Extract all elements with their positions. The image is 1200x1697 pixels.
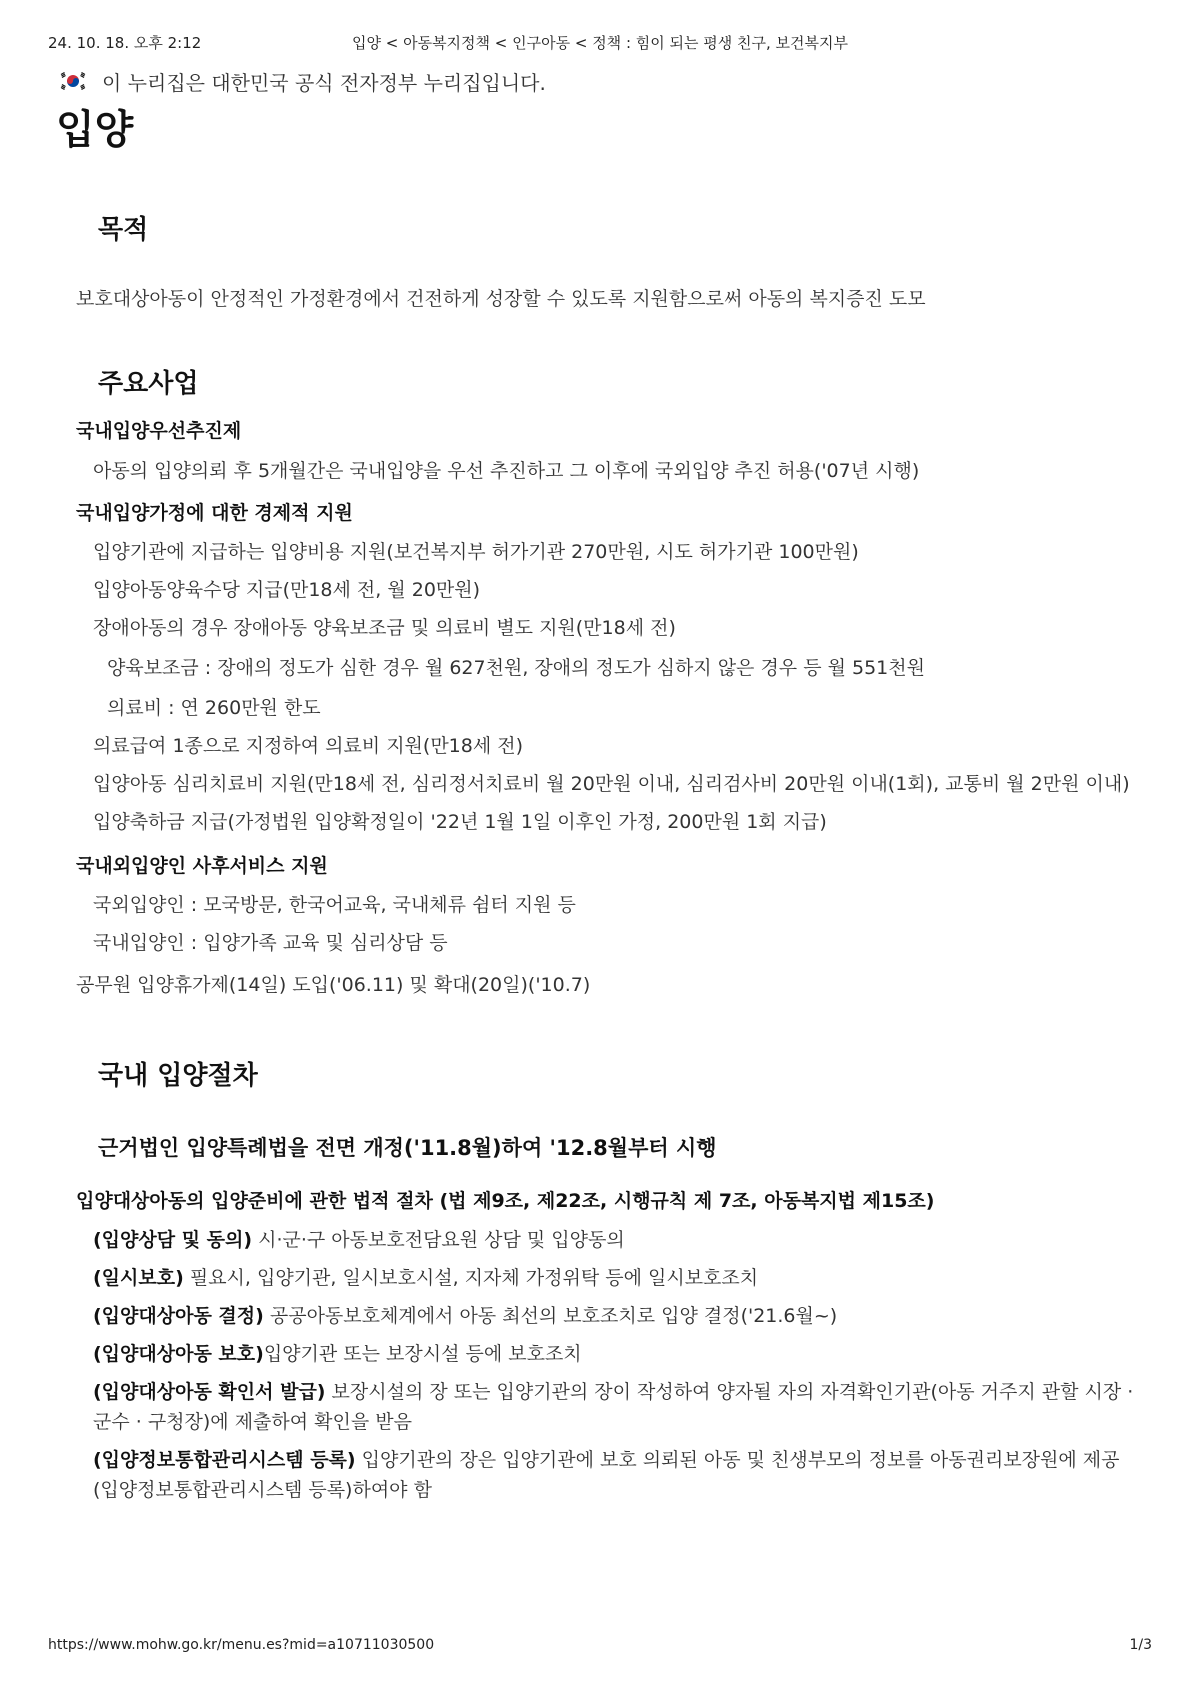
procedure-step [76,1339,1140,1369]
page-title: 입양 [56,107,134,153]
procedure-step [76,1445,1140,1505]
procedure-step-label: (입양대상아동 결정) [93,1305,264,1327]
domestic-procedure-heading: 국내 입양절차 [98,1061,258,1091]
procedure-step-text: 입양기관의 장은 입양기관에 보호 의뢰된 아동 및 친생부모의 정보를 아동권리보장원에 제공(입양정보통합관리시스템 등록)하여야 함 [93,1449,1120,1501]
list-item: 장애아동의 경우 장애아동 양육보조금 및 의료비 별도 지원(만18세 전) [93,617,676,639]
domestic-priority-title: 국내입양우선추진제 [76,420,242,442]
page-content [76,212,1140,1505]
list-item: 국내입양인 : 입양가족 교육 및 심리상담 등 [93,932,448,954]
purpose-heading: 목적 [98,215,149,245]
list-item: 아동의 입양의뢰 후 5개월간은 국내입양을 우선 추진하고 그 이후에 국외입양 추진 허용('07년 시행) [93,460,920,482]
procedure-step-label: (입양정보통합관리시스템 등록) [93,1449,356,1471]
procedure-step-label: (입양상담 및 동의) [93,1229,253,1251]
procedure-step-label: (입양대상아동 확인서 발급) [93,1381,326,1403]
print-url: https://www.mohw.go.kr/menu.es?mid=a10711030500 [48,1637,435,1653]
gov-banner-text: 이 누리집은 대한민국 공식 전자정부 누리집입니다. [102,70,546,95]
list-item: 입양축하금 지급(가정법원 입양확정일이 '22년 1월 1일 이후인 가정, 200만원 1회 지급) [93,811,827,833]
procedure-step-text: 공공아동보호체계에서 아동 최선의 보호조치로 입양 결정('21.6월~) [263,1305,838,1327]
procedure-step [76,1301,1140,1331]
legal-procedure-title: 입양대상아동의 입양준비에 관한 법적 절차 (법 제9조, 제22조, 시행규칙 제 7조, 아동복지법 제15조) [76,1190,935,1212]
procedure-step-text: 필요시, 입양기관, 일시보호시설, 지자체 가정위탁 등에 일시보호조치 [183,1267,759,1289]
procedure-step-text: 시·군·구 아동보호전담요원 상담 및 입양동의 [252,1229,625,1251]
list-item: 입양아동양육수당 지급(만18세 전, 월 20만원) [93,579,481,601]
leave-system-text: 공무원 입양휴가제(14일) 도입('06.11) 및 확대(20일)('10.7) [76,974,591,996]
procedure-step-label: (일시보호) [93,1267,184,1289]
list-item: 입양기관에 지급하는 입양비용 지원(보건복지부 허가기관 270만원, 시도 허가기관 100만원) [93,541,859,563]
list-item: 양육보조금 : 장애의 정도가 심한 경우 월 627천원, 장애의 정도가 심하지 않은 경우 등 월 551천원 [107,657,925,679]
procedure-step [76,1377,1140,1437]
print-footer [48,1637,1152,1657]
print-header [48,32,1152,52]
main-projects-heading: 주요사업 [98,369,199,399]
procedure-step [76,1225,1140,1255]
list-item: 국외입양인 : 모국방문, 한국어교육, 국내체류 쉼터 지원 등 [93,894,576,916]
procedure-step-text: 보장시설의 장 또는 입양기관의 장이 작성하여 양자될 자의 자격확인기관(아동 거주지 관할 시장 · 군수 · 구청장)에 제출하여 확인을 받음 [93,1381,1134,1433]
gov-banner [58,66,546,96]
list-item: 의료급여 1종으로 지정하여 의료비 지원(만18세 전) [93,735,524,757]
list-item: 의료비 : 연 260만원 한도 [107,697,321,719]
print-datetime: 24. 10. 18. 오후 2:12 [48,34,202,52]
economic-support-title: 국내입양가정에 대한 경제적 지원 [76,502,353,524]
procedure-step-text: 입양기관 또는 보장시설 등에 보호조치 [263,1343,582,1365]
procedure-step [76,1263,1140,1293]
after-service-title: 국내외입양인 사후서비스 지원 [76,855,328,877]
page-number: 1/3 [1129,1637,1152,1653]
procedure-subheading: 근거법인 입양특례법을 전면 개정('11.8월)하여 '12.8월부터 시행 [98,1136,717,1160]
purpose-text: 보호대상아동이 안정적인 가정환경에서 건전하게 성장할 수 있도록 지원함으로써 아동의 복지증진 도모 [76,288,926,310]
procedure-step-label: (입양대상아동 보호) [93,1343,264,1365]
print-page-title: 입양 < 아동복지정책 < 인구아동 < 정책 : 힘이 되는 평생 친구, 보건복지부 [352,34,848,52]
korean-flag-icon [58,71,88,91]
list-item: 입양아동 심리치료비 지원(만18세 전, 심리정서치료비 월 20만원 이내, 심리검사비 20만원 이내(1회), 교통비 월 2만원 이내) [93,773,1130,795]
